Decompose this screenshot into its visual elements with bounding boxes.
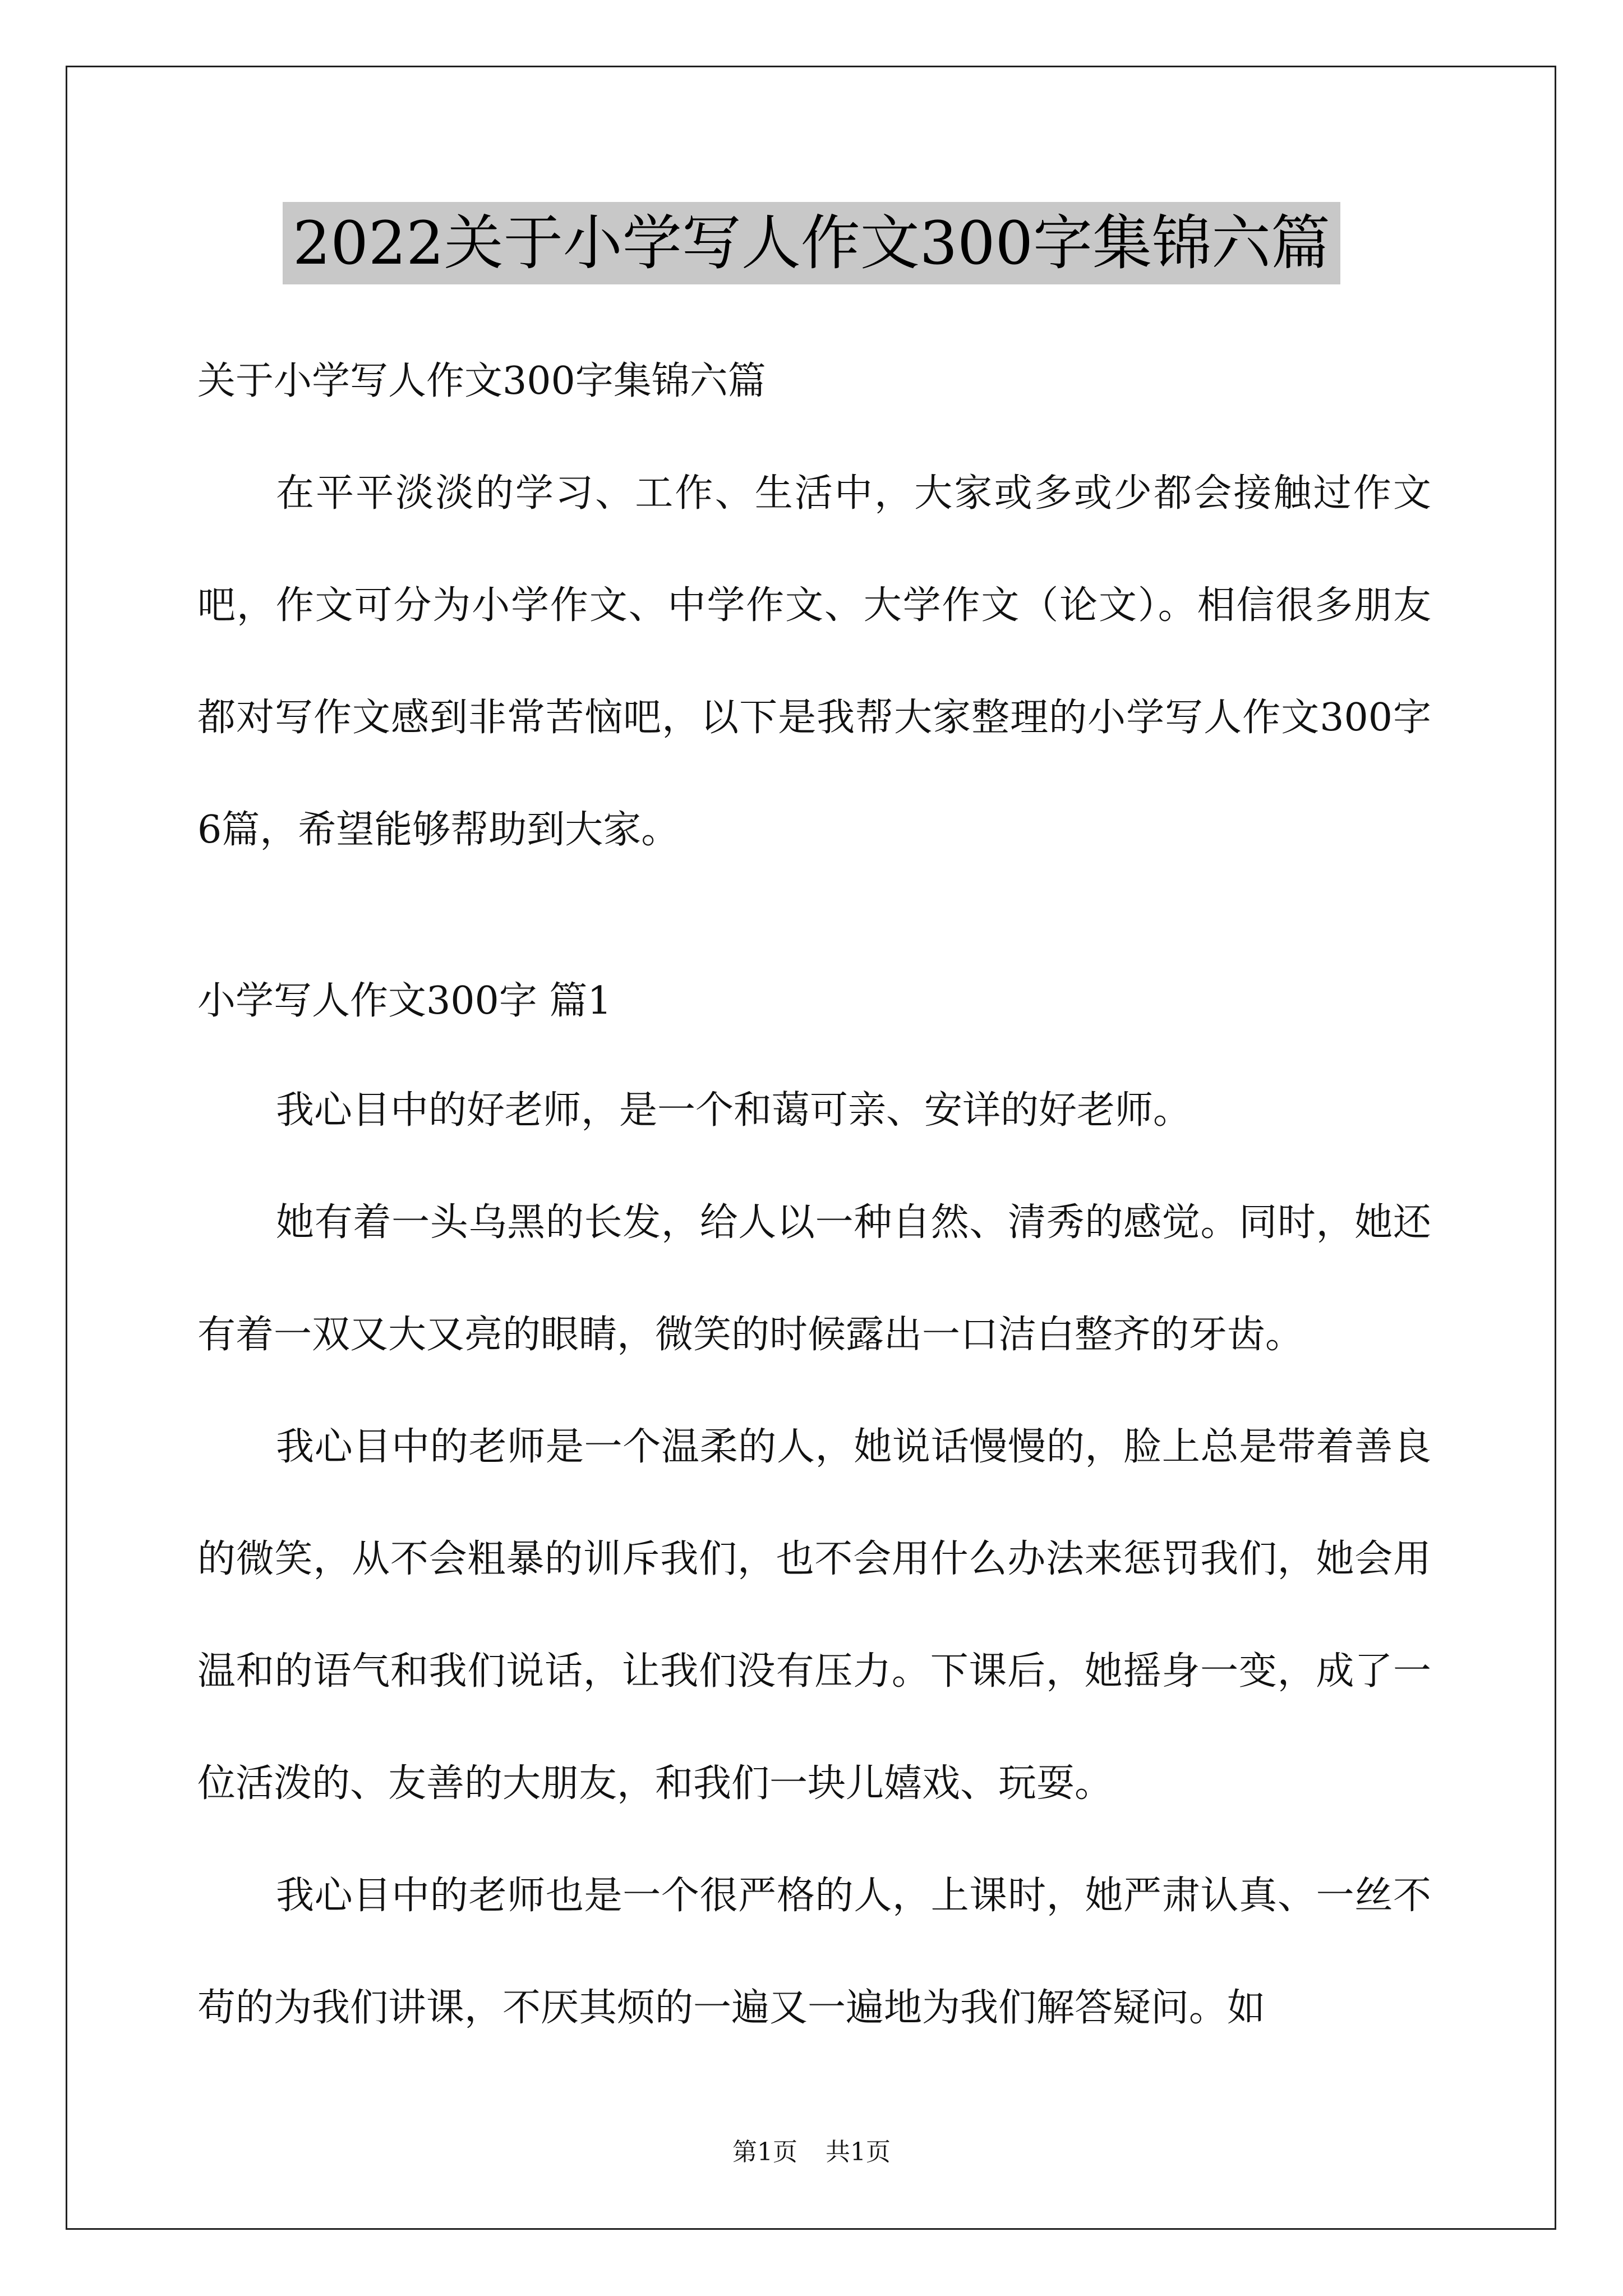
- page-footer: [0, 2132, 1623, 2168]
- document-title-text: 2022关于小学写人作文300字集锦六篇: [283, 202, 1340, 284]
- document-subtitle: 关于小学写人作文300字集锦六篇: [197, 359, 766, 403]
- page-total: 共1页: [826, 2138, 891, 2166]
- intro-paragraph: 在平平淡淡的学习、工作、生活中，大家或多或少都会接触过作文吧，作文可分为小学作文、中学作文、大学作文（论文）。相信很多朋友都对写作文感到非常苦恼吧，以下是我帮大家整理的小学写人作文300字6篇，希望能够帮助到大家。: [197, 471, 1431, 852]
- section-heading-1: 小学写人作文300字 篇1: [197, 979, 612, 1023]
- section1-paragraph-1: 我心目中的好老师，是一个和蔼可亲、安详的好老师。: [276, 1088, 1192, 1133]
- document-title: [0, 202, 1623, 284]
- section1-paragraph-2: 她有着一头乌黑的长发，给人以一种自然、清秀的感觉。同时，她还有着一双又大又亮的眼睛，微笑的时候露出一口洁白整齐的牙齿。: [197, 1200, 1431, 1357]
- section1-paragraph-3: 我心目中的老师是一个温柔的人，她说话慢慢的，脸上总是带着善良的微笑，从不会粗暴的训斥我们，也不会用什么办法来惩罚我们，她会用温和的语气和我们说话，让我们没有压力。下课后，她摇身一变，成了一位活泼的、友善的大朋友，和我们一块儿嬉戏、玩耍。: [197, 1425, 1431, 1806]
- page-number: 第1页: [732, 2138, 797, 2166]
- section1-paragraph-4: 我心目中的老师也是一个很严格的人，上课时，她严肃认真、一丝不苟的为我们讲课，不厌其烦的一遍又一遍地为我们解答疑问。如: [197, 1874, 1431, 2030]
